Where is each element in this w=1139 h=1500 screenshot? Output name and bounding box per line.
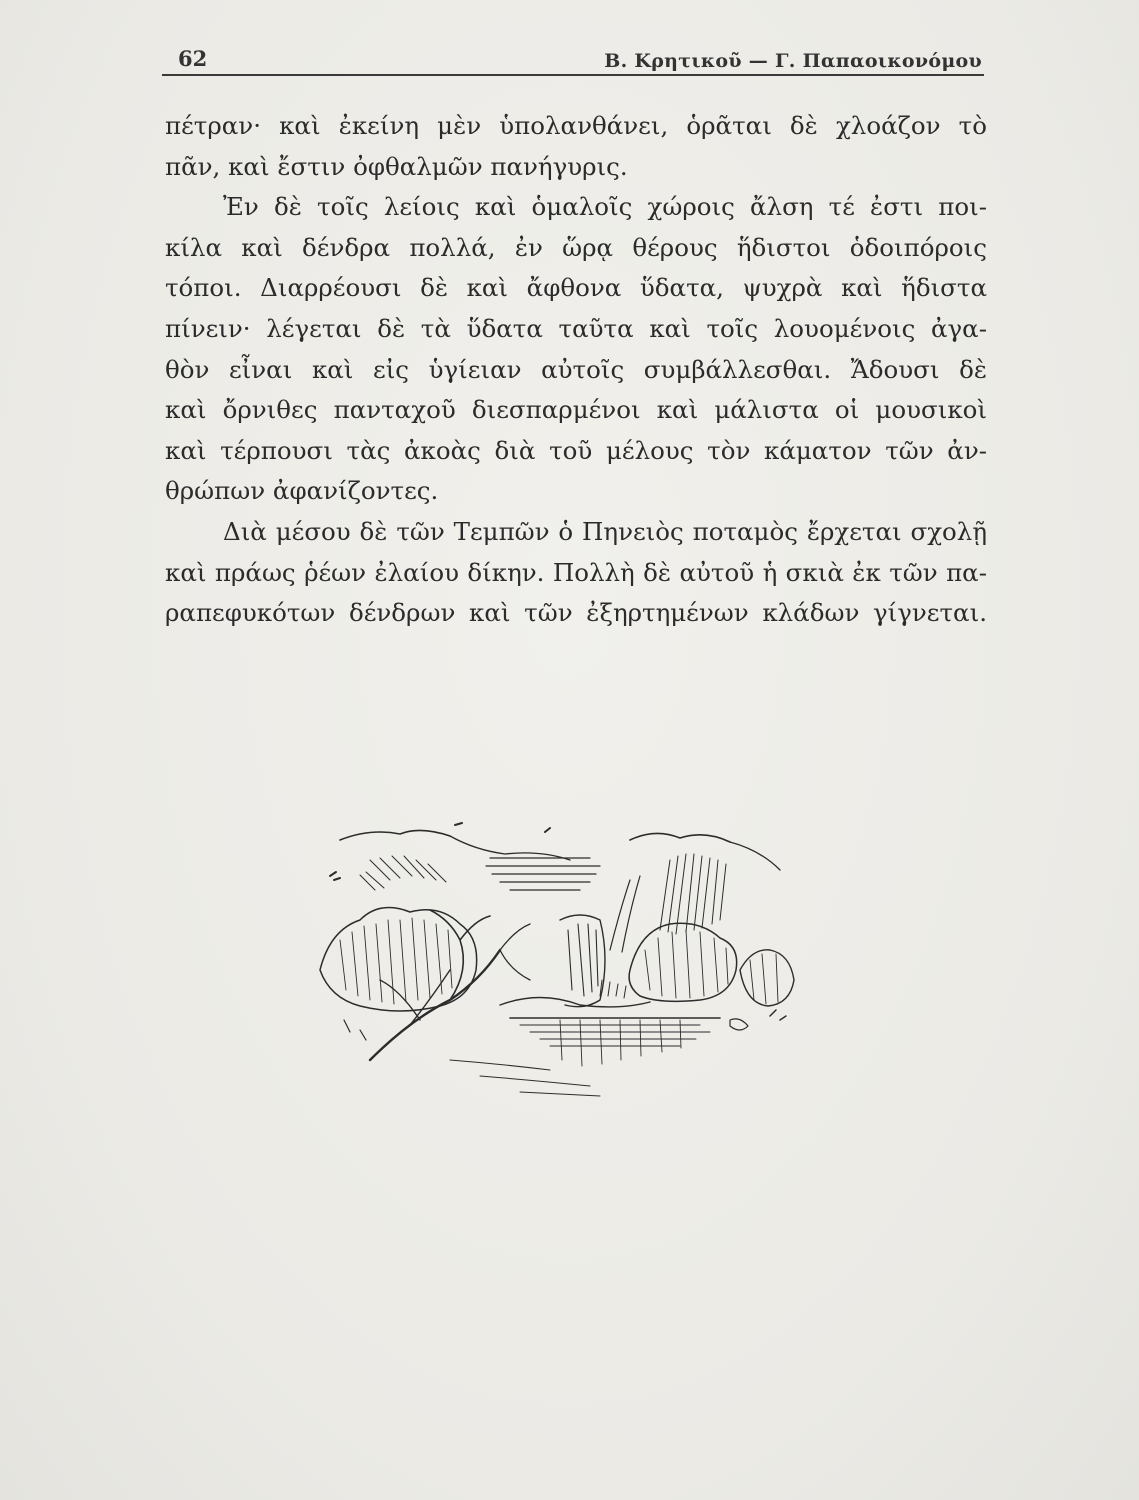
text-line: πᾶν, καὶ ἔστιν ὀφθαλμῶν πανήγυρις. (165, 151, 628, 181)
text-line: πίνειν· λέγεται δὲ τὰ ὕδατα ταῦτα καὶ τοῖς λουομένοις ἀγα- (165, 313, 987, 343)
text-line: θὸν εἶναι καὶ εἰς ὑγίειαν αὐτοῖς συμβάλλεσθαι. Ἄδουσι δὲ (165, 354, 987, 384)
text-line: καὶ τέρπουσι τὰς ἀκοὰς διὰ τοῦ μέλους τὸν κάματον τῶν ἀν- (165, 435, 987, 465)
text-line: πέτραν· καὶ ἐκείνη μὲν ὑπολανθάνει, ὁρᾶται δὲ χλοάζον τὸ (165, 111, 987, 140)
running-head: Β. Κρητικοῦ — Γ. Παπαοικονόμου (604, 50, 982, 72)
page-header (162, 44, 984, 76)
text-line: ραπεφυκότων δένδρων καὶ τῶν ἐξηρτημένων κλάδων γίγνεται. (165, 598, 987, 628)
page-number: 62 (178, 46, 208, 71)
text-line: κίλα καὶ δένδρα πολλά, ἐν ὥρᾳ θέρους ἥδιστοι ὁδοιπόροις (165, 232, 987, 262)
landscape-engraving-icon (300, 820, 820, 1110)
text-line: Ἐν δὲ τοῖς λείοις καὶ ὁμαλοῖς χώροις ἄλση τέ ἐστι ποι- (223, 192, 987, 222)
text-line: καὶ ὄρνιθες πανταχοῦ διεσπαρμένοι καὶ μάλιστα οἱ μουσικοὶ (165, 395, 987, 425)
text-line: τόποι. Διαρρέουσι δὲ καὶ ἄφθονα ὕδατα, ψυχρὰ καὶ ἥδιστα (165, 273, 987, 303)
body-text (165, 106, 987, 634)
text-line: θρώπων ἀφανίζοντες. (165, 476, 439, 506)
text-line: καὶ πράως ῥέων ἐλαίου δίκην. Πολλὴ δὲ αὐτοῦ ἡ σκιὰ ἐκ τῶν πα- (165, 557, 987, 587)
landscape-illustration (300, 820, 820, 1110)
text-line: Διὰ μέσου δὲ τῶν Τεμπῶν ὁ Πηνειὸς ποταμὸς ἔρχεται σχολῇ (223, 516, 987, 546)
